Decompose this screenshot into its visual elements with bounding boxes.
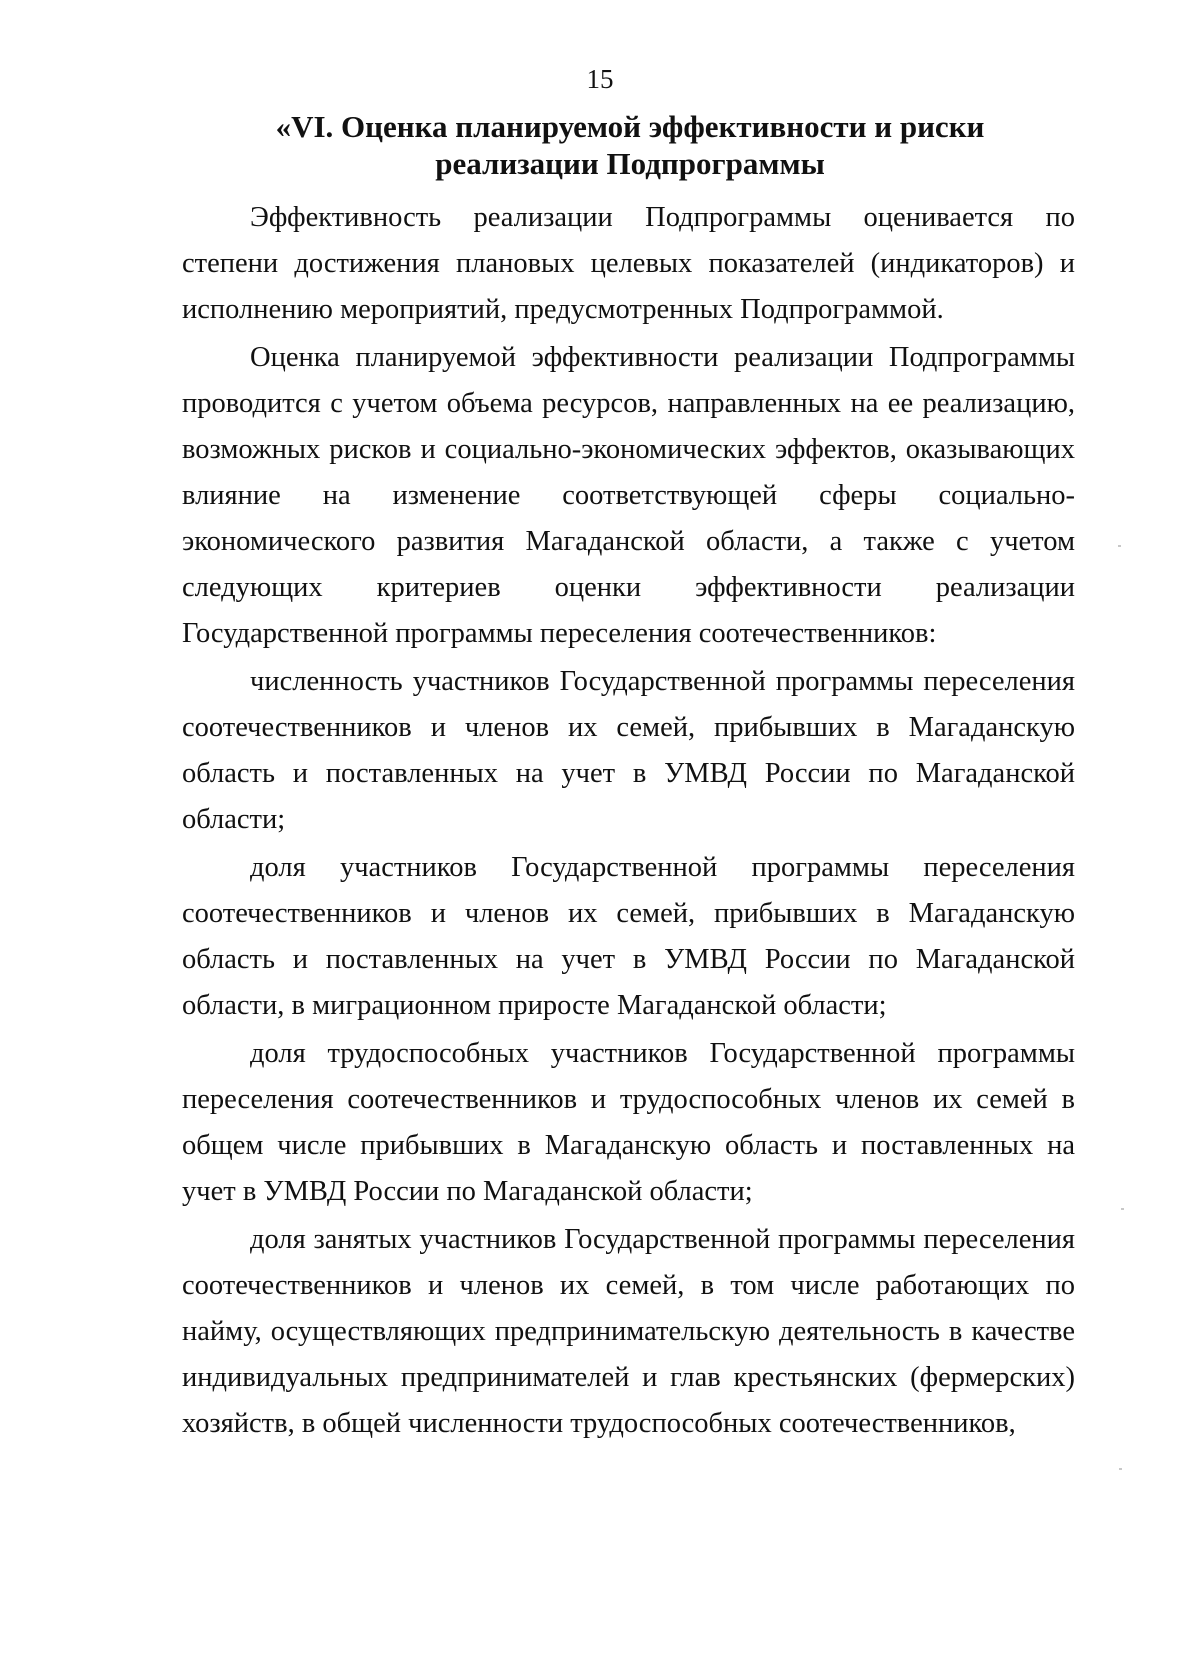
paragraph-assessment-criteria: Оценка планируемой эффективности реализации Подпрограммы проводится с учетом объема ресурсов, направленных на ее реализацию, возможных рисков и социально-экономических эффектов, оказывающих влияние на изменение соответствующей сферы социально-экономического развития Магаданской области, а также с учетом следующих критериев оценки эффективности реализации Государственной программы переселения соотечественников:	[182, 342, 1075, 649]
section-heading-line-1: «VI. Оценка планируемой эффективности и риски	[275, 109, 985, 144]
paragraph-criterion-able-bodied-share: доля трудоспособных участников Государственной программы переселения соотечественников и трудоспособных членов их семей в общем числе прибывших в Магаданскую область и поставленных на учет в УМВД России по Магаданской области;	[182, 1038, 1075, 1207]
page-number: 15	[586, 64, 614, 94]
paragraph-effectiveness: Эффективность реализации Подпрограммы оценивается по степени достижения плановых целевых показателей (индикаторов) и исполнению мероприятий, предусмотренных Подпрограммой.	[182, 202, 1075, 325]
scan-speck	[1121, 1208, 1124, 1210]
document-body	[182, 195, 1075, 1447]
paragraph-criterion-migration-share: доля участников Государственной программы переселения соотечественников и членов их семей, прибывших в Магаданскую область и поставленных на учет в УМВД России по Магаданской области, в миграционном приросте Магаданской области;	[182, 852, 1075, 1021]
section-heading	[180, 108, 1080, 182]
paragraph-criterion-participants-count: численность участников Государственной программы переселения соотечественников и членов их семей, прибывших в Магаданскую область и поставленных на учет в УМВД России по Магаданской области;	[182, 666, 1075, 835]
scan-speck	[1119, 1468, 1122, 1470]
section-heading-line-2: реализации Подпрограммы	[435, 146, 825, 181]
scan-speck	[1118, 545, 1121, 547]
paragraph-criterion-employed-share: доля занятых участников Государственной программы переселения соотечественников и членов их семей, в том числе работающих по найму, осуществляющих предпринимательскую деятельность в качестве индивидуальных предпринимателей и глав крестьянских (фермерских) хозяйств, в общей численности трудоспособных соотечественников,	[182, 1224, 1075, 1439]
